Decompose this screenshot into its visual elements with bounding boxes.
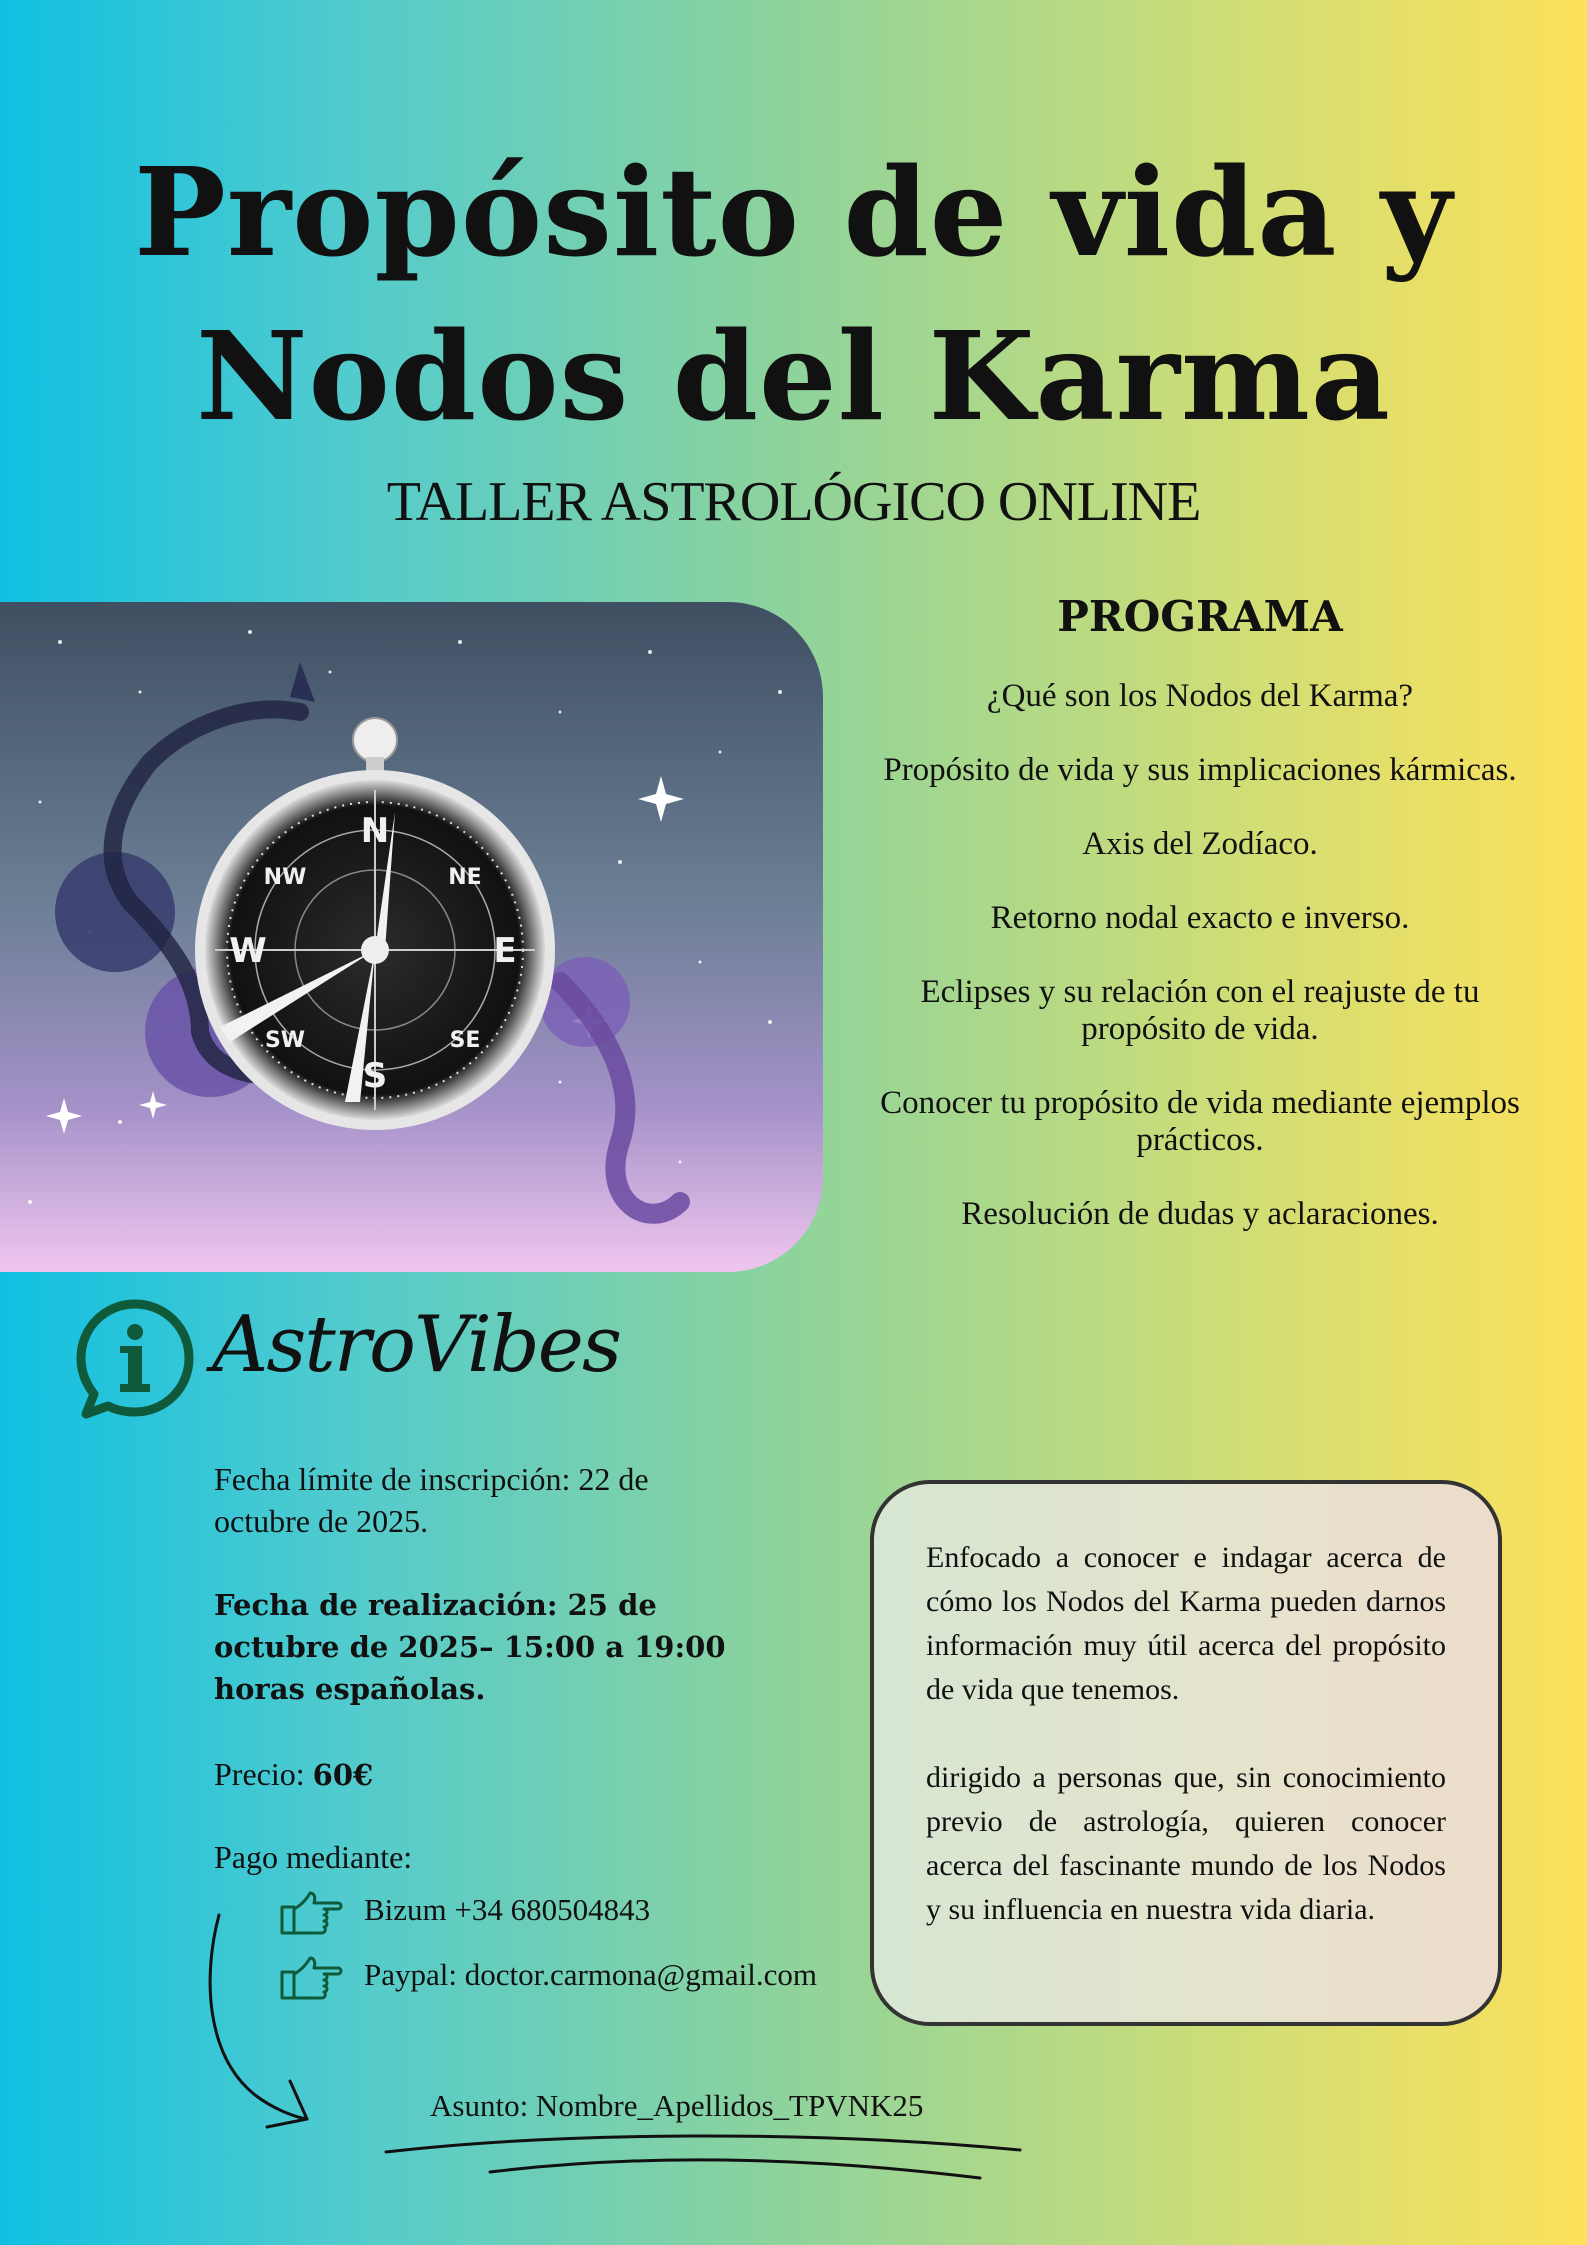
page-title	[0, 130, 1587, 458]
description-box	[870, 1480, 1502, 2026]
programa-item: Eclipses y su relación con el reajuste de tu propósito de vida.	[920, 974, 1480, 1047]
event-date: Fecha de realización: 25 de octubre de 2025– 15:00 a 19:00 horas españolas.	[214, 1588, 726, 1706]
compass-letter-sw: SW	[264, 1028, 306, 1053]
title-line-2: Nodos del Karma	[196, 304, 1391, 448]
compass-letter-s: S	[362, 1056, 388, 1096]
programa-item: Conocer tu propósito de vida mediante ejemplos prácticos.	[880, 1085, 1520, 1158]
compass-letter-w: W	[229, 931, 267, 971]
info-speech-bubble-icon	[74, 1298, 196, 1420]
price-value: 60€	[312, 1758, 374, 1792]
hero-image-compass-dragon	[0, 602, 823, 1272]
compass-letter-se: SE	[449, 1028, 481, 1053]
payment-label: Pago mediante:	[214, 1839, 413, 1875]
compass-letter-ne: NE	[448, 865, 482, 890]
payment-paypal-text: Paypal: doctor.carmona@gmail.com	[364, 1957, 817, 1992]
payment-bizum-text: Bizum +34 680504843	[364, 1892, 651, 1927]
price-label: Precio:	[214, 1756, 305, 1792]
registration-deadline: Fecha límite de inscripción: 22 de octubre de 2025.	[214, 1461, 649, 1539]
programa-item: Propósito de vida y sus implicaciones kármicas.	[883, 752, 1517, 788]
compass-letter-e: E	[493, 931, 517, 971]
payment-method-paypal	[278, 1957, 817, 2038]
programa-list	[870, 678, 1530, 1270]
description-paragraph-2: dirigido a personas que, sin conocimiento previo de astrología, quieren conocer acerca del fascinante mundo de los Nodos y su influencia en nuestra vida diaria.	[926, 1761, 1446, 1926]
compass-letter-n: N	[360, 811, 390, 851]
curved-arrow-icon	[195, 1905, 325, 2145]
programa-item: Axis del Zodíaco.	[1082, 826, 1318, 862]
programa-heading: PROGRAMA	[1057, 592, 1343, 641]
title-line-1: Propósito de vida y	[134, 140, 1453, 284]
price	[214, 1753, 734, 1796]
decorative-underline	[380, 2120, 1030, 2190]
programa-item: Resolución de dudas y aclaraciones.	[961, 1196, 1439, 1232]
subtitle: TALLER ASTROLÓGICO ONLINE	[386, 471, 1201, 533]
compass-letter-nw: NW	[263, 865, 307, 890]
payment-method-bizum	[278, 1893, 798, 1943]
description-paragraph-1: Enfocado a conocer e indagar acerca de cómo los Nodos del Karma pueden darnos información muy útil acerca del propósito de vida que tenemos.	[926, 1541, 1446, 1706]
programa-item: ¿Qué son los Nodos del Karma?	[986, 678, 1414, 714]
brand-name: AstroVibes	[212, 1300, 620, 1390]
compass-illustration	[0, 602, 823, 1272]
payment-subject: Asunto: Nombre_Apellidos_TPVNK25	[430, 2088, 924, 2123]
programa-item: Retorno nodal exacto e inverso.	[990, 900, 1410, 936]
